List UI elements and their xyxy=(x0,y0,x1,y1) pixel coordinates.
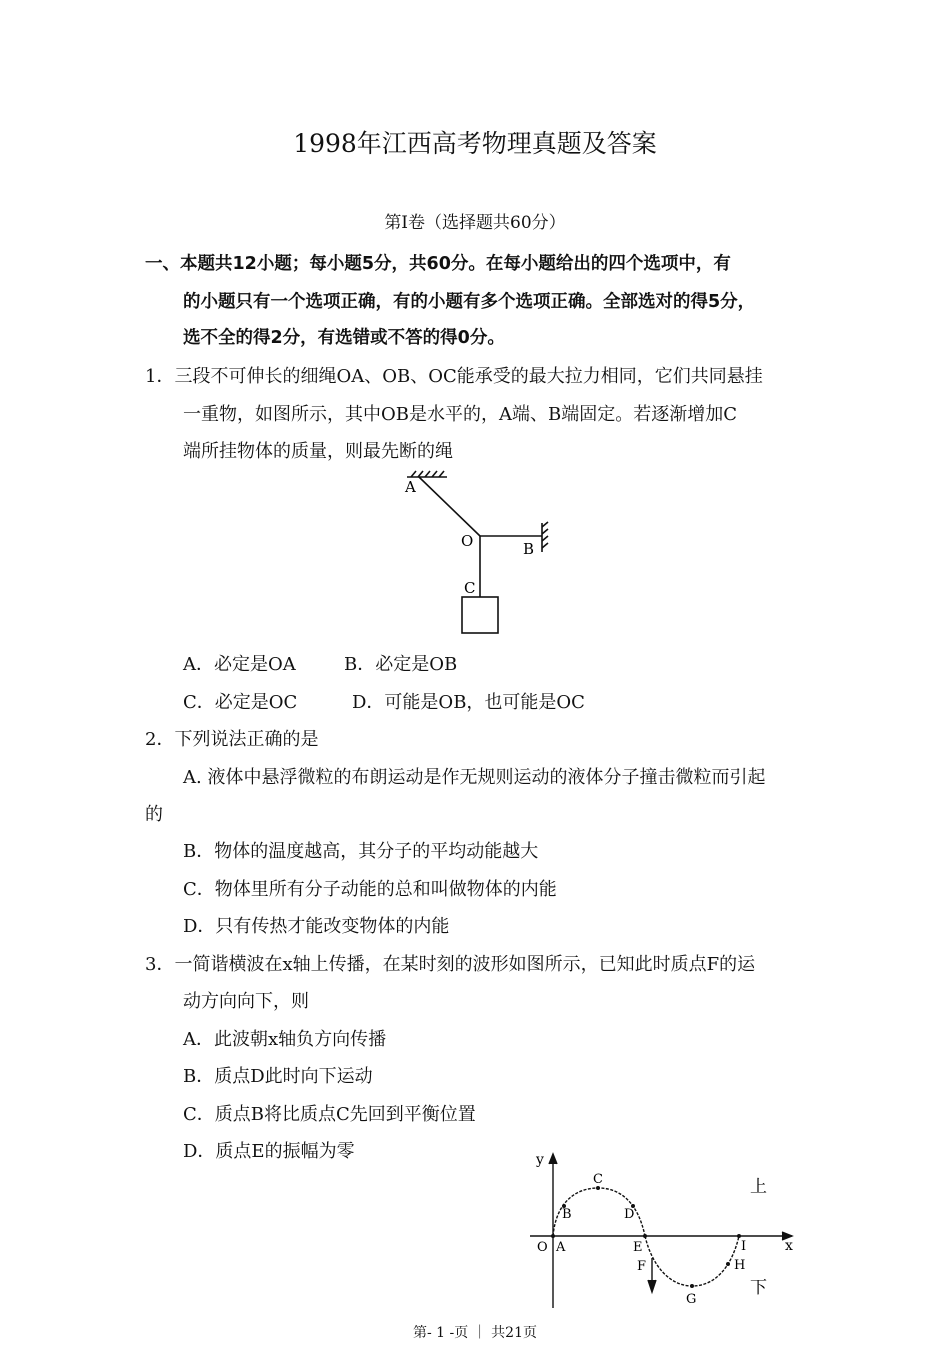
instructions-line2: 的小题只有一个选项正确，有的小题有多个选项正确。全部选对的得5分， xyxy=(183,292,756,312)
q2-option-a-line1: A. 液体中悬浮微粒的布朗运动是作无规则运动的液体分子撞击微粒而引起 xyxy=(183,767,766,788)
page-title: 1998年江西高考物理真题及答案 xyxy=(293,129,657,158)
q2-option-d: D．只有传热才能改变物体的内能 xyxy=(183,916,450,937)
q2-option-c: C．物体里所有分子动能的总和叫做物体的内能 xyxy=(183,879,557,900)
instructions-line3: 选不全的得2分，有选错或不答的得0分。 xyxy=(183,328,505,348)
q1-option-b: B．必定是OB xyxy=(344,654,458,675)
q1-label-a: A xyxy=(405,478,416,496)
q3-option-c: C．质点B将比质点C先回到平衡位置 xyxy=(183,1104,476,1125)
section-title: 第Ⅰ卷（选择题共60分） xyxy=(384,213,566,233)
q1-stem-line2: 一重物，如图所示，其中OB是水平的，A端、B端固定。若逐渐增加C xyxy=(183,404,737,425)
q3-option-b: B．质点D此时向下运动 xyxy=(183,1066,373,1087)
q3-axis-y-label: y xyxy=(536,1152,544,1168)
q1-stem-line3: 端所挂物体的质量，则最先断的绳 xyxy=(183,441,453,462)
q1-label-o: O xyxy=(461,532,474,550)
q3-label-e: E xyxy=(633,1240,643,1255)
q3-label-b: B xyxy=(562,1207,572,1222)
q1-label-b: B xyxy=(523,540,535,558)
q3-option-d: D．质点E的振幅为零 xyxy=(183,1141,355,1162)
q1-option-a: A．必定是OA xyxy=(183,654,296,675)
instructions-line1: 一、本题共12小题；每小题5分，共60分。在每小题给出的四个选项中，有 xyxy=(145,254,731,274)
q1-stem-line1: 1．三段不可伸长的细绳OA、OB、OC能承受的最大拉力相同，它们共同悬挂 xyxy=(145,366,763,387)
q1-option-c: C．必定是OC xyxy=(183,692,298,713)
q3-option-a: A．此波朝x轴负方向传播 xyxy=(183,1029,387,1050)
q2-option-a-line2: 的 xyxy=(145,804,163,825)
q3-axis-x-label: x xyxy=(785,1238,793,1254)
q3-label-up: 上 xyxy=(750,1177,767,1197)
page-footer: 第- 1 -页 ｜ 共21页 xyxy=(413,1325,537,1341)
q2-option-b: B．物体的温度越高，其分子的平均动能越大 xyxy=(183,841,539,862)
q3-label-i: I xyxy=(741,1239,747,1254)
q3-label-g: G xyxy=(686,1292,697,1307)
q3-label-o: O xyxy=(537,1240,548,1255)
q3-wave-figure xyxy=(520,1148,805,1312)
q3-stem-line1: 3．一简谐横波在x轴上传播，在某时刻的波形如图所示，已知此时质点F的运 xyxy=(145,954,756,975)
q3-label-d: D xyxy=(624,1207,635,1222)
q1-label-c: C xyxy=(464,579,476,597)
q3-stem-line2: 动方向向下，则 xyxy=(183,991,309,1012)
q1-rope-figure xyxy=(395,468,565,640)
q3-label-c: C xyxy=(593,1172,603,1187)
q2-stem: 2．下列说法正确的是 xyxy=(145,729,319,750)
q3-label-a: A xyxy=(556,1240,566,1255)
q3-label-h: H xyxy=(734,1258,746,1273)
q3-label-f: F xyxy=(637,1259,647,1274)
q3-label-down: 下 xyxy=(750,1278,767,1298)
q1-option-d: D．可能是OB，也可能是OC xyxy=(352,692,585,713)
